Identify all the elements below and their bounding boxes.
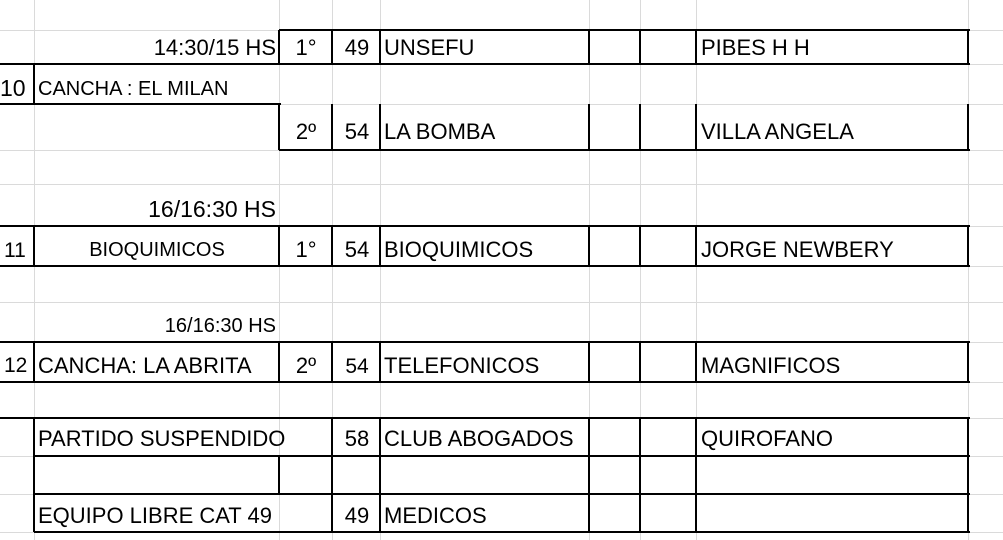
away-team[interactable]: PIBES H H	[701, 35, 810, 60]
cell-border	[0, 103, 281, 105]
match-category[interactable]: 54	[344, 237, 370, 262]
cell-border	[379, 456, 381, 494]
cell-border	[331, 494, 333, 532]
time-label[interactable]: 16/16:30 HS	[164, 315, 276, 337]
match-category[interactable]: 49	[344, 35, 370, 60]
cell-border	[588, 418, 590, 456]
cell-border	[639, 342, 641, 382]
cell-border	[331, 342, 333, 382]
cell-border	[33, 226, 35, 266]
cell-border	[33, 342, 35, 382]
match-category[interactable]: 58	[344, 426, 370, 451]
free-team-label[interactable]: EQUIPO LIBRE CAT 49	[38, 503, 272, 528]
cell-border	[279, 149, 970, 151]
match-order[interactable]: 1°	[295, 35, 317, 60]
cell-border	[33, 494, 35, 532]
cell-border	[34, 455, 970, 457]
time-label[interactable]: 16/16:30 HS	[148, 196, 276, 222]
venue-label[interactable]: CANCHA: LA ABRITA	[38, 353, 252, 378]
cell-border	[33, 456, 35, 494]
venue-label[interactable]: CANCHA : EL MILAN	[38, 78, 229, 100]
cell-border	[588, 494, 590, 532]
cell-border	[695, 30, 697, 64]
cell-border	[588, 30, 590, 64]
cell-border	[967, 456, 969, 494]
cell-border	[695, 342, 697, 382]
away-team[interactable]: JORGE NEWBERY	[701, 237, 894, 262]
cell-border	[0, 341, 970, 343]
cell-border	[695, 104, 697, 150]
cell-border	[695, 456, 697, 494]
cell-border	[0, 265, 970, 267]
cell-border	[588, 226, 590, 266]
cell-border	[331, 418, 333, 456]
gridline	[0, 302, 1003, 303]
cell-border	[588, 342, 590, 382]
cell-border	[331, 30, 333, 64]
home-team[interactable]: LA BOMBA	[384, 119, 496, 144]
match-category[interactable]: 49	[344, 503, 370, 528]
suspended-label[interactable]: PARTIDO SUSPENDIDO	[38, 426, 286, 451]
cell-border	[278, 30, 280, 64]
away-team[interactable]: MAGNIFICOS	[701, 353, 841, 378]
cell-border	[278, 104, 280, 150]
cell-border	[34, 531, 970, 533]
away-team[interactable]: VILLA ANGELA	[701, 119, 854, 144]
home-team[interactable]: CLUB ABOGADOS	[384, 426, 574, 451]
cell-border	[379, 494, 381, 532]
cell-border	[34, 493, 970, 495]
cell-border	[331, 104, 333, 150]
cell-border	[33, 418, 35, 456]
home-team[interactable]: BIOQUIMICOS	[384, 237, 534, 262]
cell-border	[588, 104, 590, 150]
field-number[interactable]: 10	[0, 75, 26, 101]
cell-border	[695, 226, 697, 266]
away-team[interactable]: QUIROFANO	[701, 426, 834, 451]
cell-border	[0, 225, 970, 227]
cell-border	[0, 417, 970, 419]
cell-border	[0, 381, 970, 383]
field-number[interactable]: 11	[4, 239, 26, 262]
cell-border	[33, 64, 35, 104]
cell-border	[967, 342, 969, 382]
cell-border	[639, 226, 641, 266]
cell-border	[0, 63, 970, 65]
cell-border	[379, 342, 381, 382]
cell-border	[639, 30, 641, 64]
home-team[interactable]: UNSEFU	[384, 35, 475, 60]
cell-border	[967, 226, 969, 266]
match-order[interactable]: 2º	[295, 353, 317, 378]
cell-border	[279, 29, 970, 31]
cell-border	[588, 456, 590, 494]
gridline	[0, 184, 1003, 185]
cell-border	[379, 418, 381, 456]
cell-border	[379, 226, 381, 266]
cell-border	[639, 456, 641, 494]
cell-border	[379, 30, 381, 64]
cell-border	[379, 104, 381, 150]
cell-border	[639, 418, 641, 456]
match-category[interactable]: 54	[345, 355, 369, 378]
cell-border	[695, 418, 697, 456]
cell-border	[331, 456, 333, 494]
match-category[interactable]: 54	[344, 119, 370, 144]
cell-border	[967, 494, 969, 532]
cell-border	[967, 418, 969, 456]
match-order[interactable]: 1°	[295, 237, 317, 262]
home-team[interactable]: TELEFONICOS	[384, 353, 540, 378]
cell-border	[278, 342, 280, 382]
home-team[interactable]: MEDICOS	[384, 503, 487, 528]
cell-border	[639, 494, 641, 532]
cell-border	[278, 226, 280, 266]
cell-border	[695, 494, 697, 532]
cell-border	[278, 456, 280, 494]
match-order[interactable]: 2º	[295, 119, 317, 144]
time-label[interactable]: 14:30/15 HS	[153, 35, 276, 60]
venue-label[interactable]: BIOQUIMICOS	[89, 239, 225, 261]
cell-border	[639, 104, 641, 150]
field-number[interactable]: 12	[4, 354, 28, 377]
cell-border	[331, 226, 333, 266]
cell-border	[967, 30, 969, 64]
cell-border	[967, 104, 969, 150]
